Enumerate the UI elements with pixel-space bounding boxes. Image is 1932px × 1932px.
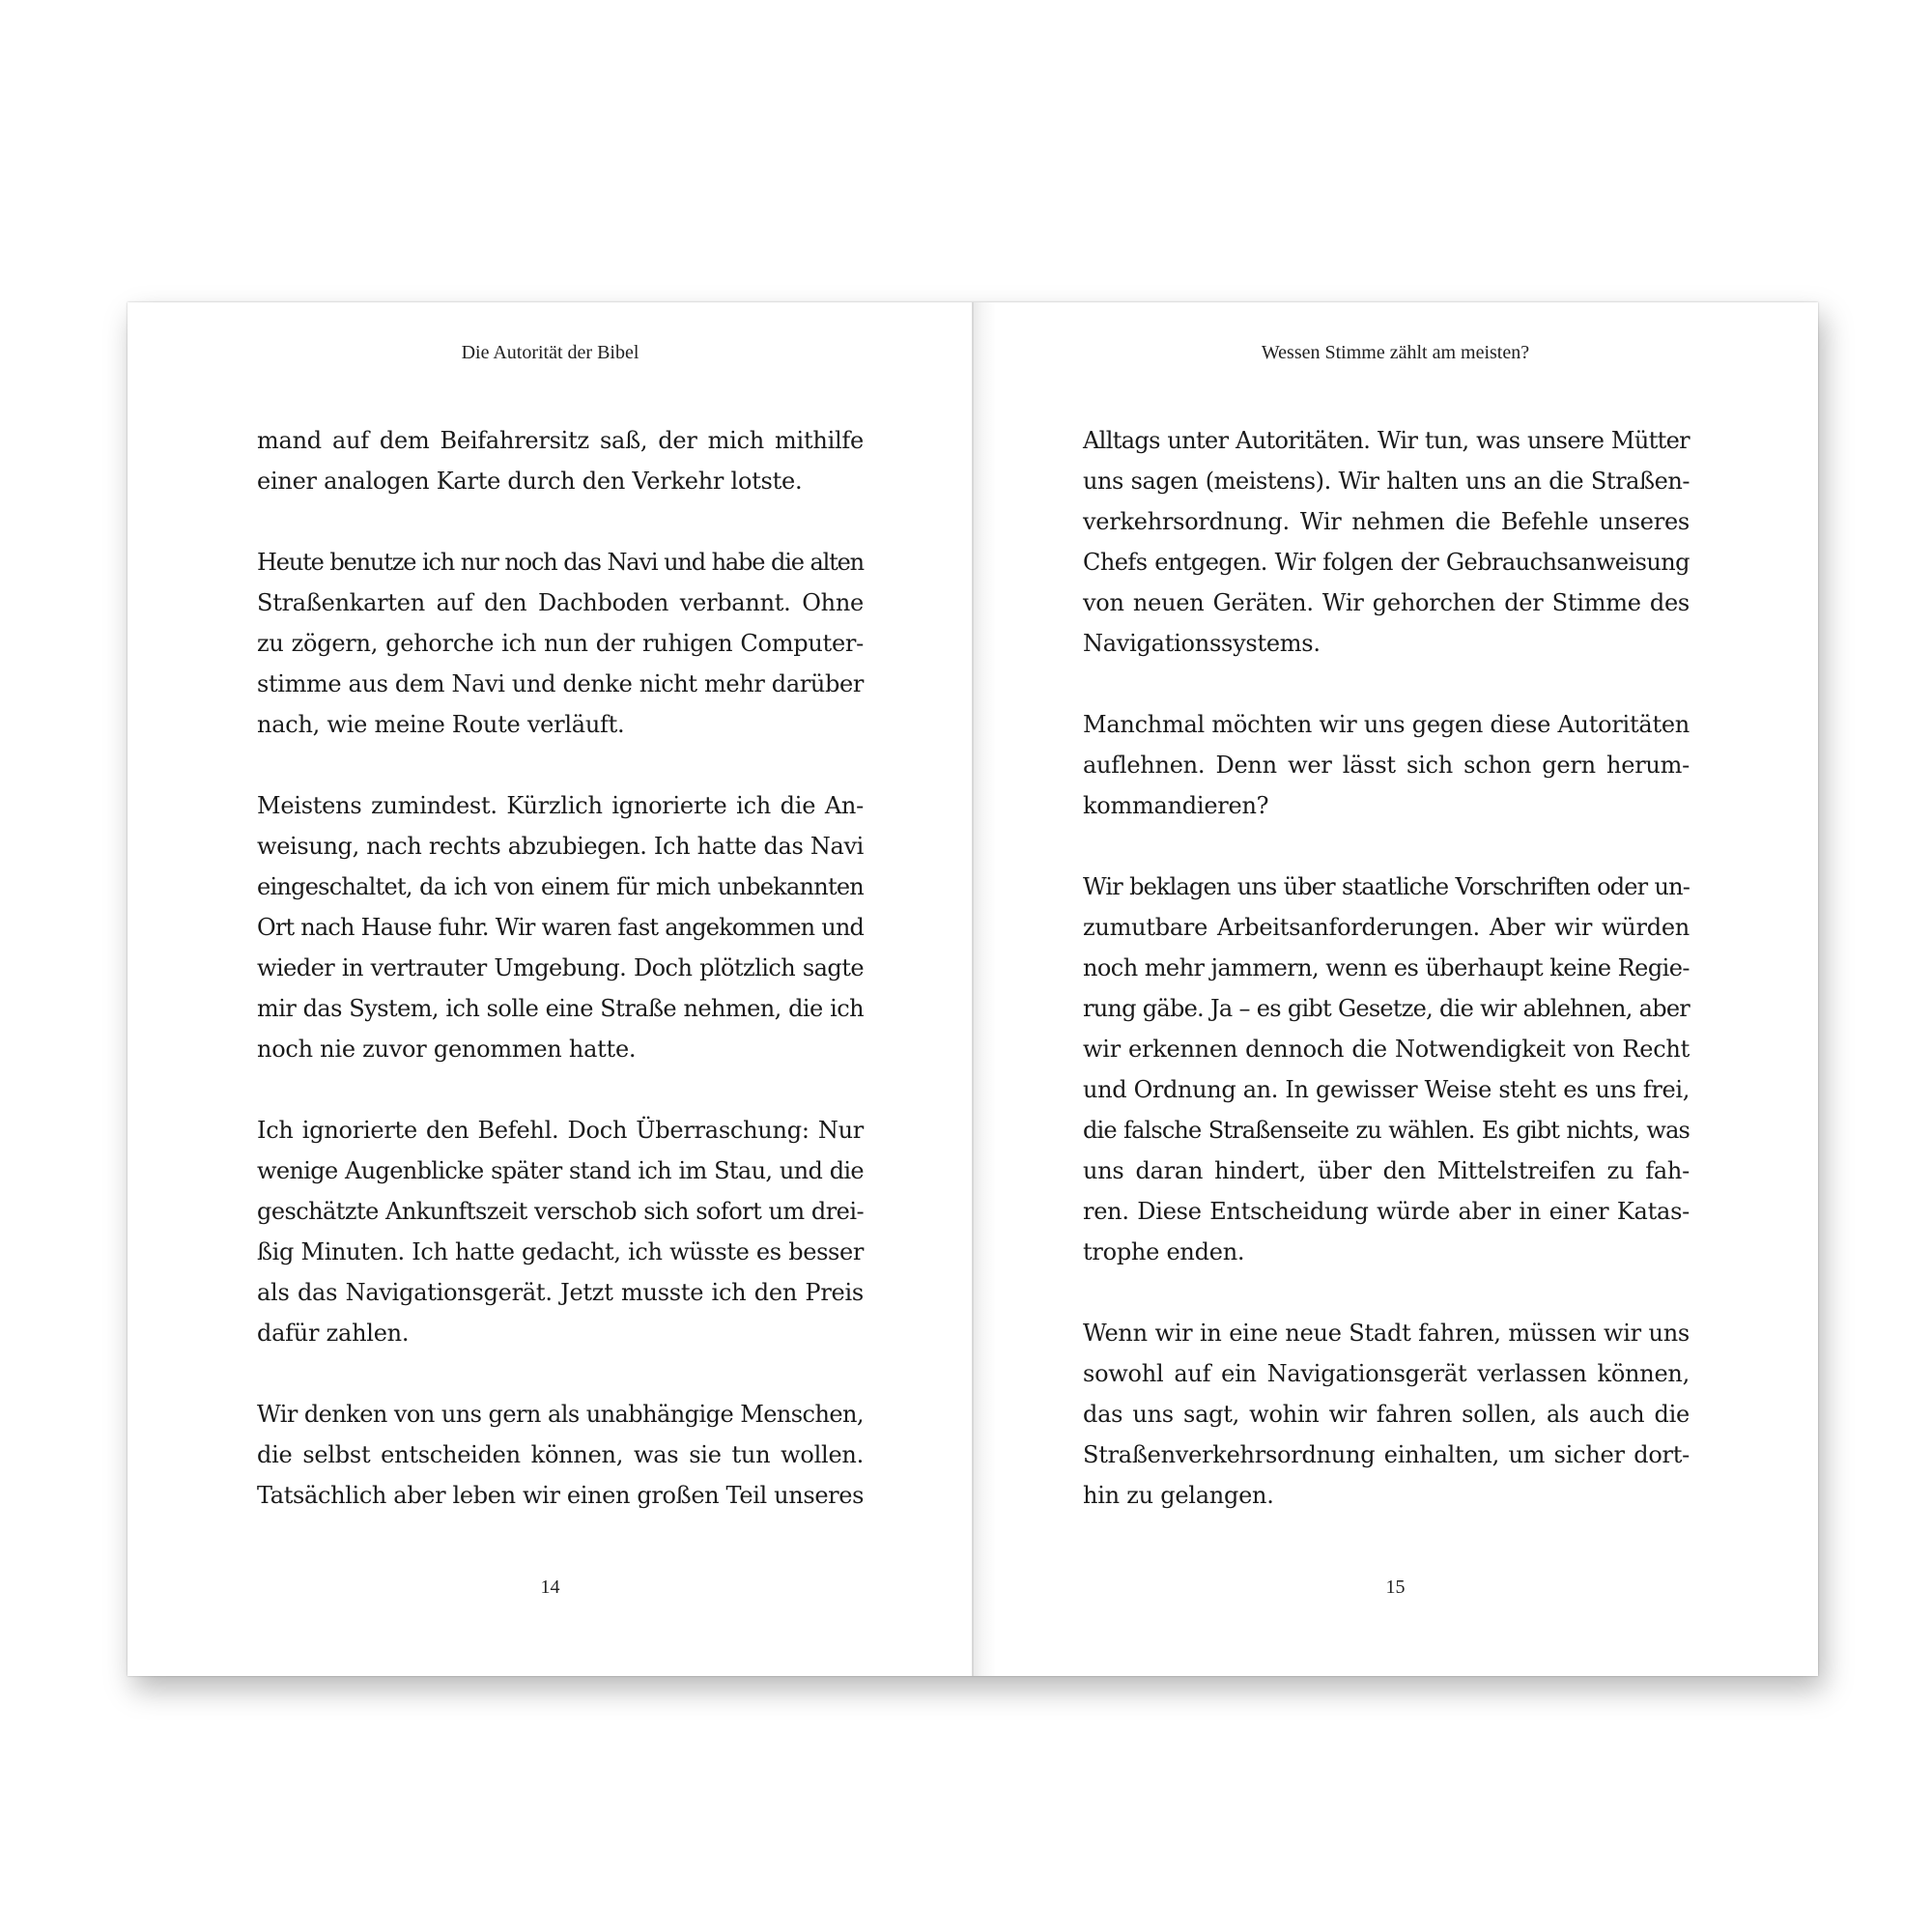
text-line: weisung, nach rechts abzubiegen. Ich hatte das Navi bbox=[257, 833, 864, 860]
paragraph bbox=[257, 1110, 864, 1353]
text-line: wieder in vertrauter Umgebung. Doch plötzlich sagte bbox=[257, 954, 864, 981]
text-line: Wenn wir in eine neue Stadt fahren, müssen wir uns bbox=[1083, 1320, 1690, 1347]
text-line: hin zu gelangen. bbox=[1083, 1482, 1274, 1509]
text-line: rung gäbe. Ja – es gibt Gesetze, die wir ablehnen, aber bbox=[1083, 995, 1690, 1022]
text-line: Chefs entgegen. Wir folgen der Gebrauchsanweisung bbox=[1083, 549, 1690, 576]
text-line: die selbst entscheiden können, was sie tun wollen. bbox=[257, 1441, 864, 1468]
text-line: eingeschaltet, da ich von einem für mich unbekannten bbox=[257, 873, 864, 900]
text-line: trophe enden. bbox=[1083, 1238, 1245, 1265]
running-head-left: Die Autorität der Bibel bbox=[461, 342, 639, 363]
paragraph bbox=[1083, 867, 1690, 1272]
text-line: Wir denken von uns gern als unabhängige Menschen, bbox=[257, 1401, 864, 1428]
text-line: wenige Augenblicke später stand ich im Stau, und die bbox=[257, 1157, 864, 1184]
text-line: sowohl auf ein Navigationsgerät verlassen können, bbox=[1083, 1360, 1690, 1387]
paragraph bbox=[257, 542, 864, 745]
text-line: Manchmal möchten wir uns gegen diese Autoritäten bbox=[1083, 711, 1690, 738]
text-line: mir das System, ich solle eine Straße nehmen, die ich bbox=[257, 995, 864, 1022]
text-line: ßig Minuten. Ich hatte gedacht, ich wüsste es besser bbox=[257, 1238, 864, 1265]
text-line: Ort nach Hause fuhr. Wir waren fast angekommen und bbox=[257, 914, 864, 941]
paragraph bbox=[257, 785, 864, 1069]
text-line: ren. Diese Entscheidung würde aber in einer Katas- bbox=[1083, 1198, 1690, 1225]
paragraph bbox=[1083, 1313, 1690, 1516]
text-line: nach, wie meine Route verläuft. bbox=[257, 711, 625, 738]
text-line: noch nie zuvor genommen hatte. bbox=[257, 1036, 637, 1063]
text-line: Straßenkarten auf den Dachboden verbannt. Ohne bbox=[257, 589, 864, 616]
paragraph bbox=[257, 1394, 864, 1516]
text-line: und Ordnung an. In gewisser Weise steht es uns frei, bbox=[1083, 1076, 1690, 1103]
text-line: Wir beklagen uns über staatliche Vorschriften oder un- bbox=[1083, 873, 1690, 900]
text-line: zumutbare Arbeitsanforderungen. Aber wir würden bbox=[1083, 914, 1690, 941]
text-line: einer analogen Karte durch den Verkehr lotste. bbox=[257, 468, 803, 495]
text-line: verkehrsordnung. Wir nehmen die Befehle unseres bbox=[1083, 508, 1690, 535]
text-line: von neuen Geräten. Wir gehorchen der Stimme des bbox=[1083, 589, 1690, 616]
right-page bbox=[973, 302, 1818, 1676]
running-head-right: Wessen Stimme zählt am meisten? bbox=[1261, 342, 1530, 363]
text-line: Ich ignorierte den Befehl. Doch Überraschung: Nur bbox=[257, 1117, 864, 1144]
text-line: Navigationssystems. bbox=[1083, 630, 1321, 657]
text-line: uns sagen (meistens). Wir halten uns an die Straßen- bbox=[1083, 468, 1690, 495]
text-line: mand auf dem Beifahrersitz saß, der mich mithilfe bbox=[257, 427, 864, 454]
body-text-right bbox=[1083, 420, 1690, 1556]
text-line: die falsche Straßenseite zu wählen. Es gibt nichts, was bbox=[1083, 1117, 1690, 1144]
page-number-left: 14 bbox=[540, 1577, 560, 1598]
text-line: Heute benutze ich nur noch das Navi und habe die alten bbox=[257, 549, 864, 576]
text-line: das uns sagt, wohin wir fahren sollen, als auch die bbox=[1083, 1401, 1690, 1428]
text-line: wir erkennen dennoch die Notwendigkeit von Recht bbox=[1083, 1036, 1690, 1063]
text-line: geschätzte Ankunftszeit verschob sich sofort um drei- bbox=[257, 1198, 864, 1225]
text-line: Tatsächlich aber leben wir einen großen Teil unseres bbox=[257, 1482, 865, 1509]
page-number-right: 15 bbox=[1385, 1577, 1406, 1598]
left-page bbox=[128, 302, 973, 1676]
book-gutter bbox=[972, 302, 974, 1676]
text-line: Meistens zumindest. Kürzlich ignorierte ich die An- bbox=[257, 792, 864, 819]
paragraph bbox=[257, 420, 864, 501]
paragraph bbox=[1083, 704, 1690, 826]
text-line: kommandieren? bbox=[1083, 792, 1269, 819]
paragraph bbox=[1083, 420, 1690, 664]
text-line: Alltags unter Autoritäten. Wir tun, was unsere Mütter bbox=[1083, 427, 1690, 454]
text-line: noch mehr jammern, wenn es überhaupt keine Regie- bbox=[1083, 954, 1690, 981]
text-line: uns daran hindert, über den Mittelstreifen zu fah- bbox=[1083, 1157, 1690, 1184]
text-line: als das Navigationsgerät. Jetzt musste ich den Preis bbox=[257, 1279, 864, 1306]
text-line: Straßenverkehrsordnung einhalten, um sicher dort- bbox=[1083, 1441, 1690, 1468]
book-spread bbox=[128, 302, 1818, 1676]
text-line: dafür zahlen. bbox=[257, 1320, 410, 1347]
body-text-left bbox=[257, 420, 864, 1556]
text-line: zu zögern, gehorche ich nun der ruhigen Computer- bbox=[257, 630, 864, 657]
text-line: stimme aus dem Navi und denke nicht mehr darüber bbox=[257, 670, 864, 697]
text-line: auflehnen. Denn wer lässt sich schon gern herum- bbox=[1083, 752, 1690, 779]
